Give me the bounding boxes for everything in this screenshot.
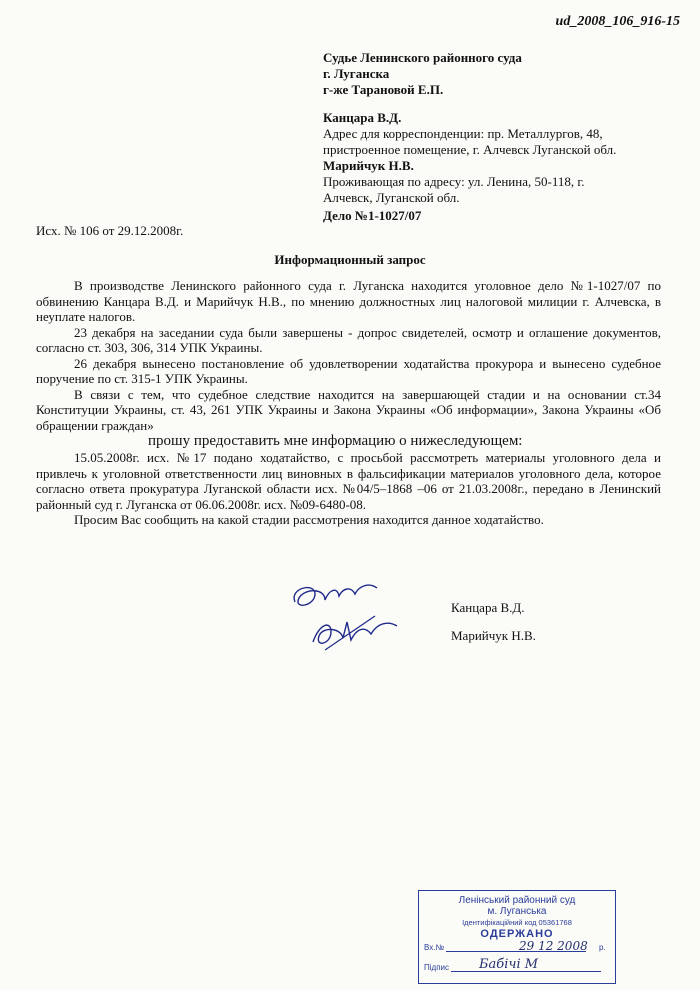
court-received-stamp — [418, 890, 616, 984]
stamp-id-code: Ідентифікаційний код 05361768 — [462, 918, 572, 927]
stamp-received: ОДЕРЖАНО — [480, 928, 554, 940]
outgoing-number: Исх. № 106 от 29.12.2008г. — [36, 223, 184, 238]
sender-address-2b: Алчевск, Луганской обл. — [323, 190, 460, 205]
stamp-sign-handwritten: Бабічі М — [479, 957, 539, 972]
document-body — [36, 278, 661, 528]
sender-address-1b: пристроенное помещение, г. Алчевск Луганской обл. — [323, 142, 617, 157]
paragraph-3: 26 декабря вынесено постановление об удовлетворении ходатайства прокурора и вынесено судебное поручение по ст. 315-1 УПК Украины. — [36, 355, 661, 386]
paragraph-2: 23 декабря на заседании суда были завершены - допрос свидетелей, осмотр и оглашение документов, согласно ст. 303, 306, 314 УПК Украины. — [36, 324, 661, 355]
addressee-block — [323, 50, 683, 206]
stamp-date-suffix: р. — [599, 943, 606, 952]
sender-address-1a: Адрес для корреспонденции: пр. Металлургов, 48, — [323, 126, 603, 141]
stamp-court-line-2: м. Луганська — [487, 906, 547, 917]
signature-block — [0, 590, 700, 670]
stamp-date-handwritten: 29 12 2008 — [519, 939, 588, 953]
paragraph-6: Просим Вас сообщить на какой стадии рассмотрения находится данное ходатайство. — [74, 512, 544, 527]
stamp-court-name — [419, 895, 615, 917]
stamp-sign-label: Підпис — [424, 963, 449, 972]
addressee-line-1: Судье Ленинского районного суда — [323, 50, 522, 65]
paragraph-1: В производстве Ленинского районного суда г. Луганска находится уголовное дело №1-1027/07 по обвинению Канцара В.Д. и Марийчук Н.В., по мнению должностных лиц налоговой милиции г. Алчевска, в неуплате налогов. — [36, 278, 661, 324]
addressee-line-3: г-же Тарановой Е.П. — [323, 82, 444, 97]
document-id: ud_2008_106_916-15 — [555, 14, 680, 29]
sender-name-1: Канцара В.Д. — [323, 110, 402, 125]
paragraph-5: 15.05.2008г. исх. №17 подано ходатайство, с просьбой рассмотреть материалы уголовного дела и привлечь к уголовной ответственности лиц виновных в фальсификации материалов уголовного дела, которое согласно ответа прокуратура Луганской области исх. №04/5–1868 –06 от 21.03.2008г., передано в Ленинский районный суд г. Луганска от 06.06.2008г. исх. №09-6480-08. — [36, 450, 661, 512]
sender-name-2: Марийчук Н.В. — [323, 158, 414, 173]
case-number: Дело №1-1027/07 — [323, 208, 422, 223]
addressee-line-2: г. Луганска — [323, 66, 390, 81]
document-title: Информационный запрос — [274, 252, 426, 267]
signature-name-2: Марийчук Н.В. — [451, 628, 536, 643]
stamp-in-label: Вх.№ — [424, 943, 445, 952]
request-line: прошу предоставить мне информацию о нижеследующем: — [148, 433, 523, 449]
stamp-court-line-1: Ленінський районний суд — [458, 895, 576, 906]
handwritten-signatures-icon — [285, 580, 435, 660]
paragraph-4: В связи с тем, что судебное следствие находится на завершающей стадии и на основании ст.34 Конституции Украины, ст. 43, 261 УПК Украины и Закона Украины «Об информации», Закона Украины «Об обращении граждан» — [36, 386, 661, 433]
sender-address-2a: Проживающая по адресу: ул. Ленина, 50-118, г. — [323, 174, 585, 189]
signature-name-1: Канцара В.Д. — [451, 600, 525, 615]
